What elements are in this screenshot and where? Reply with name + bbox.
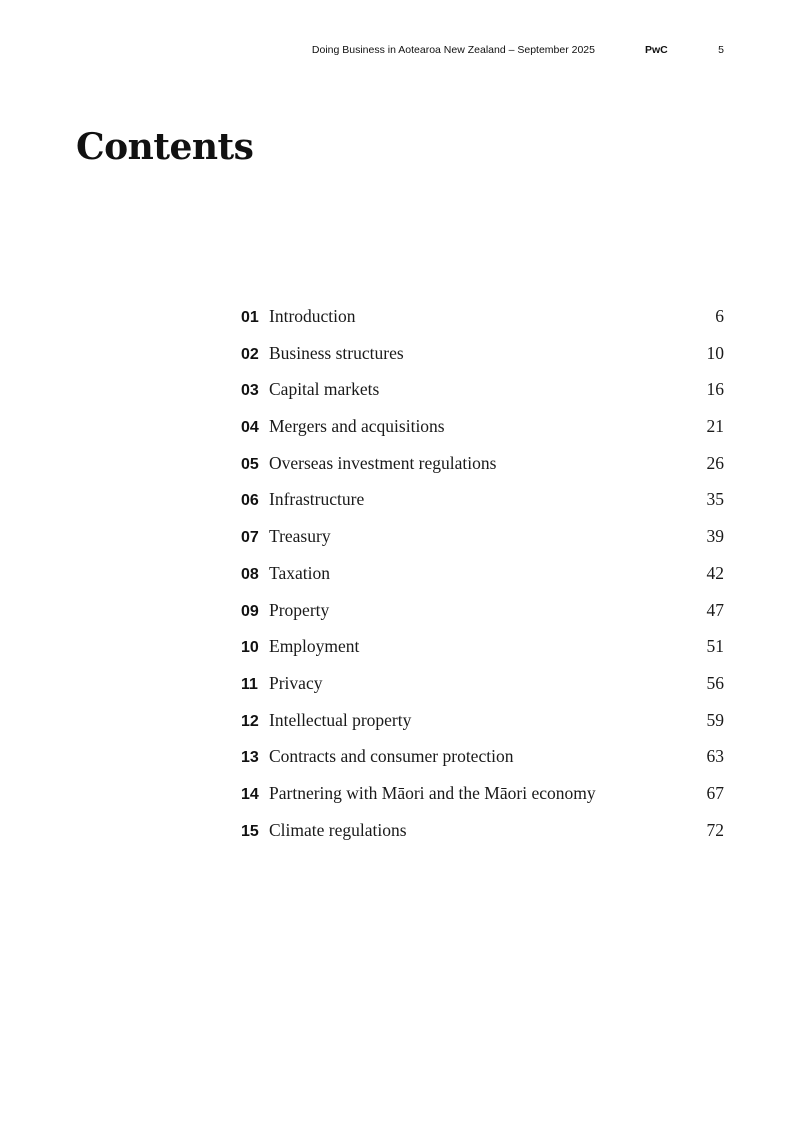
toc-entry-number: 11 xyxy=(241,675,258,693)
toc-entry-page[interactable]: 42 xyxy=(706,562,724,583)
toc-entry-number: 05 xyxy=(241,455,259,473)
toc-entry-number: 03 xyxy=(241,382,259,400)
toc-entry-label[interactable]: Intellectual property xyxy=(269,709,412,730)
document-title: Doing Business in Aotearoa New Zealand – September 2025 xyxy=(311,44,595,56)
toc-entry-number: 07 xyxy=(241,529,259,547)
toc-entry-label[interactable]: Privacy xyxy=(269,672,323,693)
toc-entry-number: 08 xyxy=(241,565,259,583)
toc-entry-page[interactable]: 26 xyxy=(706,452,724,473)
toc-entry-label[interactable]: Capital markets xyxy=(269,379,380,400)
running-header xyxy=(0,44,800,60)
toc-entry-label[interactable]: Partnering with Māori and the Māori economy xyxy=(269,782,596,803)
toc-entry[interactable] xyxy=(241,340,724,377)
toc-entry-label[interactable]: Business structures xyxy=(269,342,404,363)
toc-entry[interactable] xyxy=(241,450,724,487)
toc-entry-number: 12 xyxy=(241,712,259,730)
toc-entry-label[interactable]: Overseas investment regulations xyxy=(269,452,497,473)
toc-entry-number: 04 xyxy=(241,419,259,437)
toc-entry-label[interactable]: Climate regulations xyxy=(269,819,407,840)
toc-entry[interactable] xyxy=(241,670,724,707)
toc-entry-label[interactable]: Treasury xyxy=(269,526,331,547)
toc-entry-page[interactable]: 72 xyxy=(706,819,724,840)
toc-entry-label[interactable]: Mergers and acquisitions xyxy=(269,416,445,437)
toc-entry-page[interactable]: 59 xyxy=(706,709,724,730)
toc-entry-label[interactable]: Taxation xyxy=(269,562,330,583)
toc-entry-page[interactable]: 39 xyxy=(706,526,724,547)
toc-entry-number: 09 xyxy=(241,602,259,620)
toc-entry-label[interactable]: Infrastructure xyxy=(269,489,365,510)
toc-entry[interactable] xyxy=(241,303,724,340)
toc-entry-page[interactable]: 21 xyxy=(706,416,724,437)
toc-entry-number: 02 xyxy=(241,345,259,363)
page-number: 5 xyxy=(718,44,724,56)
toc-entry[interactable] xyxy=(241,817,724,854)
toc-entry-label[interactable]: Property xyxy=(269,599,330,620)
toc-entry[interactable] xyxy=(241,523,724,560)
toc-entry-page[interactable]: 67 xyxy=(706,782,724,803)
toc-entry[interactable] xyxy=(241,413,724,450)
toc-entry-number: 10 xyxy=(241,639,259,657)
toc-entry-page[interactable]: 56 xyxy=(706,672,724,693)
toc-entry[interactable] xyxy=(241,597,724,634)
toc-entry-page[interactable]: 6 xyxy=(715,306,724,326)
toc-entry-number: 13 xyxy=(241,749,259,767)
toc-entry-number: 06 xyxy=(241,492,259,510)
toc-entry-page[interactable]: 10 xyxy=(706,342,724,363)
toc-entry[interactable] xyxy=(241,486,724,523)
brand-name: PwC xyxy=(645,44,668,56)
toc-entry[interactable] xyxy=(241,780,724,817)
toc-entry-page[interactable]: 51 xyxy=(706,636,724,657)
toc-entry[interactable] xyxy=(241,633,724,670)
toc-entry-number: 01 xyxy=(241,309,259,326)
toc-entry-page[interactable]: 47 xyxy=(706,599,724,620)
toc-entry-label[interactable]: Employment xyxy=(269,636,360,657)
toc-entry-number: 14 xyxy=(241,785,259,803)
toc-entry-label[interactable]: Contracts and consumer protection xyxy=(269,746,514,767)
toc-entry[interactable] xyxy=(241,743,724,780)
page-title: Contents xyxy=(76,126,254,168)
toc-entry-page[interactable]: 16 xyxy=(706,379,724,400)
toc-entry[interactable] xyxy=(241,707,724,744)
toc-entry[interactable] xyxy=(241,560,724,597)
table-of-contents xyxy=(241,303,724,853)
toc-entry-number: 15 xyxy=(241,822,259,840)
toc-entry[interactable] xyxy=(241,376,724,413)
toc-entry-page[interactable]: 63 xyxy=(706,746,724,767)
toc-entry-label[interactable]: Introduction xyxy=(269,306,356,326)
toc-entry-page[interactable]: 35 xyxy=(706,489,724,510)
